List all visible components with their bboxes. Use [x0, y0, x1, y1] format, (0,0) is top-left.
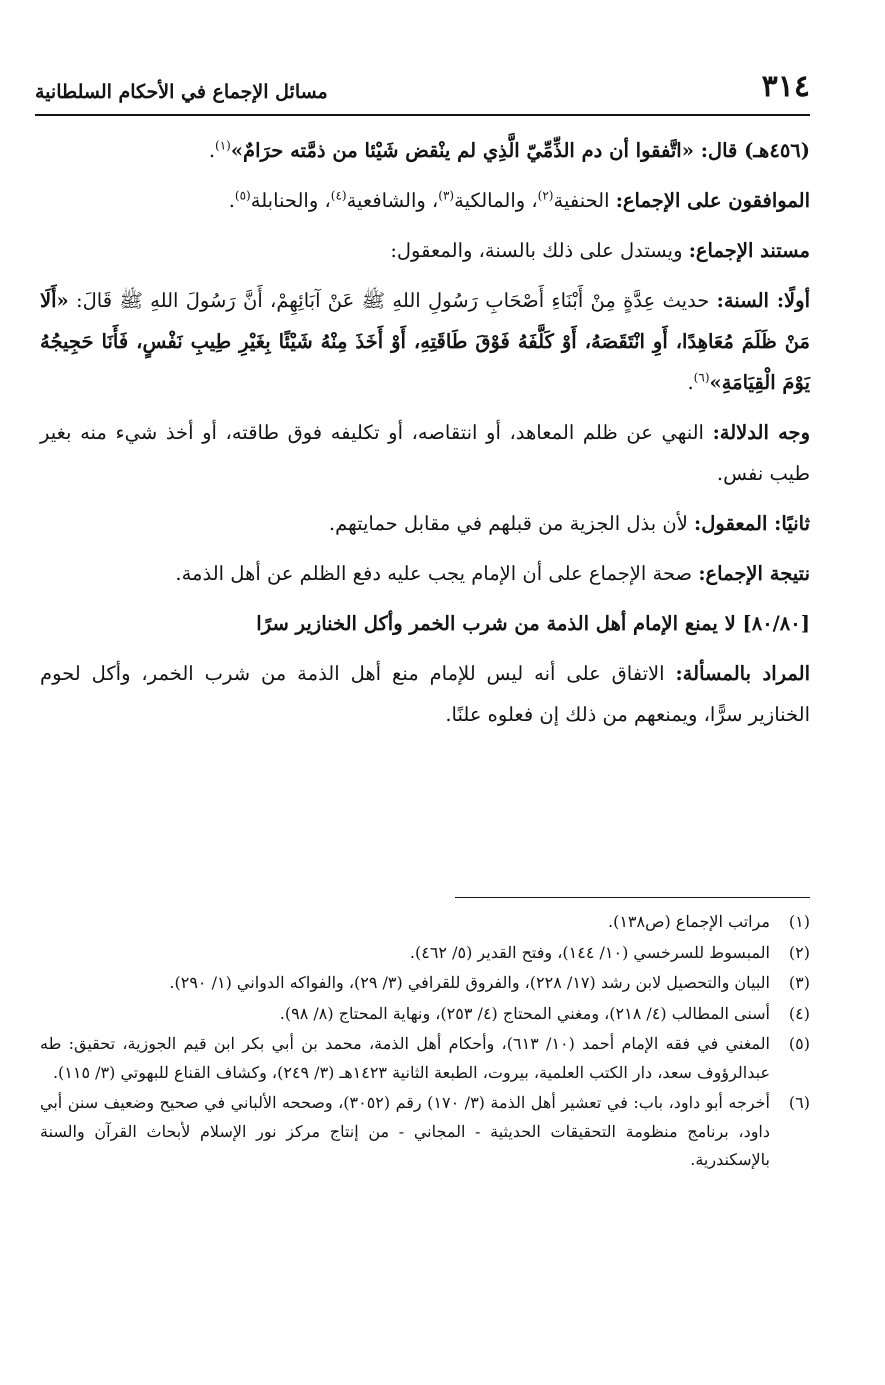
footnote-number: (٤): [788, 1003, 810, 1023]
footnote-ref[interactable]: (٦): [693, 370, 710, 385]
footnote-text: المبسوط للسرخسي (١٠/ ١٤٤)، وفتح القدير (٥/ ٤٦٢).: [409, 942, 770, 962]
text: ، والشافعية: [346, 189, 439, 212]
footnote: [40, 1030, 810, 1087]
footnote: [40, 908, 810, 937]
footnote: [40, 939, 810, 968]
issue-heading: [٨٠/٨٠] لا يمنع الإمام أهل الذمة من شرب الخمر وأكل الخنازير سرًا: [256, 612, 810, 635]
footnote-ref[interactable]: (٣): [438, 188, 455, 203]
section-label: المراد بالمسألة:: [675, 662, 811, 685]
section-label: مستند الإجماع:: [688, 239, 810, 262]
footnote-text: المغني في فقه الإمام أحمد (١٠/ ٦١٣)، وأحكام أهل الذمة، محمد بن أبي بكر ابن قيم الجوزية، تحقيق: طه عبدالرؤوف سعد، دار الكتب العلمية، بيروت، الطبعة الثانية ١٤٢٣هـ (٣/ ٢٤٩)، وكشاف القناع للبهوتي (٣/ ١١٥).: [40, 1034, 770, 1082]
text: صحة الإجماع على أن الإمام يجب عليه دفع الظلم عن أهل الذمة.: [175, 562, 699, 585]
text: ، والحنابلة: [250, 189, 331, 212]
paragraph-sunnah: [40, 280, 810, 403]
footnote: [40, 1089, 810, 1175]
footnote: [40, 1000, 810, 1029]
section-label: أولًا: السنة:: [716, 289, 810, 312]
text: الاتفاق على أنه ليس للإمام منع أهل الذمة من شرب الخمر، وأكل لحوم الخنازير سرًّا، ويمنعهم من ذلك إن فعلوه علنًا.: [40, 662, 810, 726]
section-label: نتيجة الإجماع:: [698, 562, 810, 585]
paragraph-result: [40, 553, 810, 594]
text: ، والمالكية: [454, 189, 538, 212]
footnote-number: (٢): [788, 942, 810, 962]
text: النهي عن ظلم المعاهد، أو انتقاصه، أو تكليفه فوق طاقته، أو أخذ شيء منه بغير طيب نفس.: [40, 421, 810, 485]
footnote-ref[interactable]: (١): [215, 138, 231, 153]
page-header: [35, 62, 810, 102]
footnote-number: (٥): [788, 1034, 810, 1053]
quote-text: (٤٥٦هـ) قال: «اتَّفقوا أن دم الذِّمِّيّ الَّذِي لم ينْقض شَيْئا من ذمَّته حرَامٌ»: [230, 139, 810, 162]
footnote-separator: [455, 897, 810, 898]
text: الحنفية: [553, 189, 616, 212]
footnote-number: (٦): [788, 1093, 810, 1112]
paragraph-agreeing: [40, 180, 810, 221]
footnote-number: (٣): [788, 973, 810, 992]
section-label: ثانيًا: المعقول:: [694, 512, 810, 535]
footnote-text: أسنى المطالب (٤/ ٢١٨)، ومغني المحتاج (٤/ ٢٥٣)، ونهاية المحتاج (٨/ ٩٨).: [279, 1003, 770, 1023]
footnote-ref[interactable]: (٤): [330, 188, 347, 203]
paragraph-evidence: [40, 412, 810, 494]
text: ويستدل على ذلك بالسنة، والمعقول:: [390, 239, 689, 262]
footnote-number: (١): [788, 912, 810, 931]
footnote-text: البيان والتحصيل لابن رشد (١٧/ ٢٢٨)، والفروق للقرافي (٣/ ٢٩)، والفواكه الدواني (١/ ٢٩٠).: [169, 973, 770, 992]
running-title: مسائل الإجماع في الأحكام السلطانية: [35, 81, 328, 103]
footnote-ref[interactable]: (٢): [537, 188, 554, 203]
header-rule: [35, 114, 810, 116]
text: حديث عِدَّةٍ مِنْ أَبْنَاءِ أَصْحَابِ رَسُولِ اللهِ ﷺ عَنْ آبَائِهِمْ، أَنَّ رَسُولَ اللهِ ﷺ قَالَ:: [68, 289, 717, 312]
footnote-text: أخرجه أبو داود، باب: في تعشير أهل الذمة (٣/ ١٧٠) رقم (٣٠٥٢)، وصححه الألباني في صحيح وضعيف سنن أبي داود، برنامج منظومة التحقيقات الحديثية - المجاني - من إنتاج مركز نور الإسلام لأبحاث القرآن والسنة بالإسكندرية.: [40, 1093, 770, 1169]
hadith-quote: «أَلَا مَنْ ظَلَمَ مُعَاهِدًا، أَوِ انْتَقَصَهُ، أَوْ كَلَّفَهُ فَوْقَ طَاقَتِهِ، أَوْ أَخَذَ مِنْهُ شَيْئًا بِغَيْرِ طِيبِ نَفْسٍ، فَأَنَا حَجِيجُهُ يَوْمَ الْقِيَامَةِ»: [40, 289, 810, 394]
footnote-ref[interactable]: (٥): [234, 188, 251, 203]
footnote: [40, 969, 810, 998]
main-text: [40, 130, 810, 744]
paragraph-meaning: [40, 653, 810, 735]
text: لأن بذل الجزية من قبلهم في مقابل حمايتهم.: [328, 512, 695, 535]
period: .: [687, 371, 694, 394]
period: .: [208, 139, 216, 162]
page-number: ٣١٤: [761, 69, 810, 104]
period: .: [228, 189, 235, 212]
paragraph-quote: [40, 130, 810, 171]
section-label: وجه الدلالة:: [712, 421, 811, 444]
section-label: الموافقون على الإجماع:: [615, 189, 810, 212]
footnote-text: مراتب الإجماع (ص١٣٨).: [607, 912, 770, 931]
paragraph-basis: [40, 230, 810, 271]
footnotes: [40, 908, 810, 1177]
paragraph-reason: [40, 503, 810, 544]
